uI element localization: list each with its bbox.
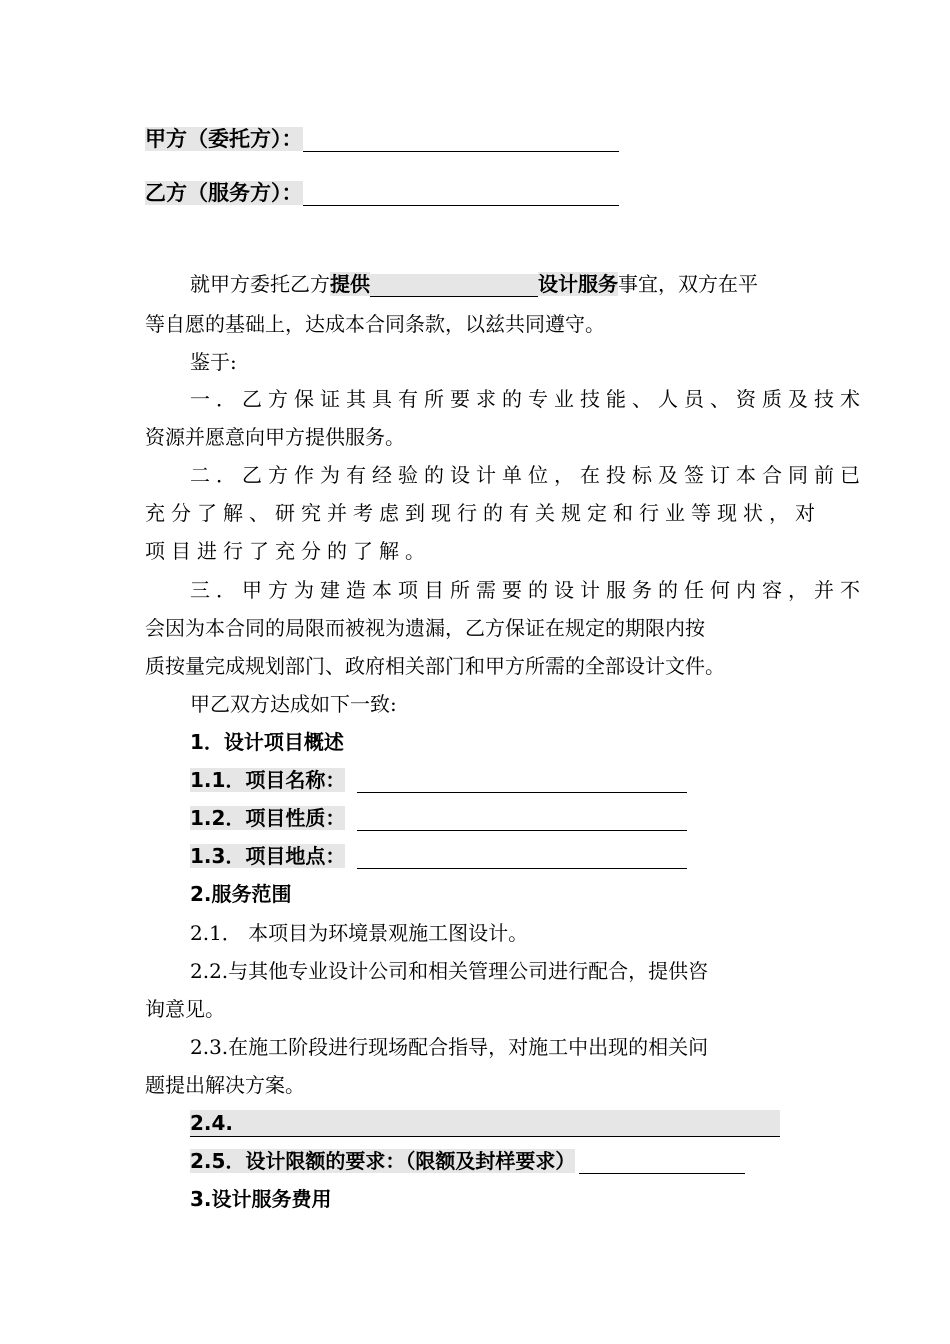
whereas-item3-line3: 质按量完成规划部门、政府相关部门和甲方所需的全部设计文件。	[145, 654, 725, 678]
whereas-item3-line2: 会因为本合同的局限而被视为遗漏，乙方保证在规定的期限内按	[145, 616, 705, 640]
design-limit-label: 2.5．设计限额的要求：（限额及封样要求）	[190, 1149, 576, 1173]
whereas-title: 鉴于:	[190, 350, 237, 374]
scope-item2-line2: 询意见。	[145, 997, 225, 1021]
party-b-label: 乙方（服务方）：	[145, 181, 303, 205]
project-location-row	[190, 843, 687, 869]
section2-title: 2.服务范围	[190, 882, 292, 906]
intro-line-2: 等自愿的基础上，达成本合同条款，以兹共同遵守。	[145, 312, 605, 336]
party-a-blank[interactable]	[303, 129, 619, 152]
whereas-item2-line3: 项目进行了充分的了解。	[145, 539, 431, 563]
party-a-row	[145, 126, 619, 152]
whereas-item1-line2: 资源并愿意向甲方提供服务。	[145, 425, 405, 449]
project-nature-label: 1.2．项目性质：	[190, 806, 346, 830]
whereas-item1-line1: 一．乙方保证其具有所要求的专业技能、人员、资质及技术	[190, 387, 866, 411]
scope-item4-label: 2.4.	[190, 1111, 234, 1135]
whereas-item3-line1: 三．甲方为建造本项目所需要的设计服务的任何内容，并不	[190, 578, 866, 602]
party-b-blank[interactable]	[303, 183, 619, 206]
project-name-row	[190, 767, 687, 793]
project-location-blank[interactable]	[357, 846, 687, 869]
intro-text-start: 就甲方委托乙方	[190, 272, 330, 296]
service-blank[interactable]	[370, 274, 538, 297]
intro-provide: 提供	[330, 272, 370, 296]
scope-item4-field[interactable]	[190, 1110, 780, 1137]
intro-text-end: 事宜，双方在平	[618, 272, 758, 296]
project-name-label: 1.1．项目名称：	[190, 768, 346, 792]
intro-line-1	[190, 271, 758, 297]
whereas-item2-line2: 充分了解、研究并考虑到现行的有关规定和行业等现状，对	[145, 501, 821, 525]
design-limit-row	[190, 1148, 745, 1174]
agreement-line: 甲乙双方达成如下一致:	[190, 692, 397, 716]
design-limit-blank[interactable]	[579, 1151, 745, 1174]
section3-title: 3.设计服务费用	[190, 1187, 332, 1211]
party-b-row	[145, 180, 619, 206]
section1-title: 1．设计项目概述	[190, 730, 344, 754]
whereas-item2-line1: 二．乙方作为有经验的设计单位，在投标及签订本合同前已	[190, 463, 866, 487]
intro-service: 设计服务	[538, 272, 618, 296]
project-nature-blank[interactable]	[357, 808, 687, 831]
scope-item2-line1: 2.2.与其他专业设计公司和相关管理公司进行配合，提供咨	[190, 959, 709, 983]
project-location-label: 1.3．项目地点：	[190, 844, 346, 868]
scope-item3-line2: 题提出解决方案。	[145, 1073, 305, 1097]
scope-item1: 2.1． 本项目为环境景观施工图设计。	[190, 921, 529, 945]
party-a-label: 甲方（委托方）：	[145, 127, 303, 151]
scope-item3-line1: 2.3.在施工阶段进行现场配合指导，对施工中出现的相关问	[190, 1035, 709, 1059]
project-nature-row	[190, 805, 687, 831]
project-name-blank[interactable]	[357, 770, 687, 793]
scope-item4-row	[190, 1110, 780, 1137]
